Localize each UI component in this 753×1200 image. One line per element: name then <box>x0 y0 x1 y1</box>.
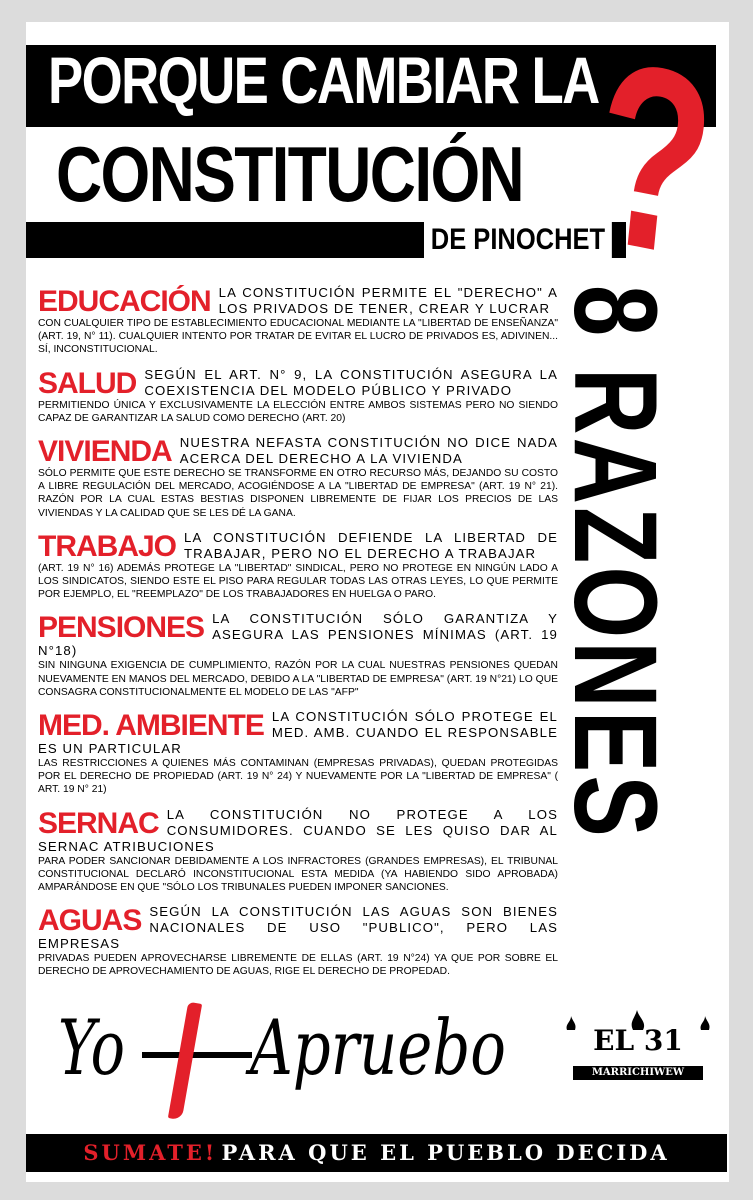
reason-heading: MED. AMBIENTE <box>38 709 264 743</box>
reason-item-vivienda <box>38 435 558 520</box>
reason-body: LAS RESTRICCIONES A QUIENES MÁS CONTAMINAN (EMPRESAS PRIVADAS), QUEDAN PROTEGIDAS POR EL DERECHO DE PROPIEDAD (ART. 19 N° 24) Y NUEVAMENTE POR LA "LIBERTAD DE EMPRESA" ( ART. 19 N° 21) <box>38 758 558 796</box>
title-line-2: CONSTITUCIÓN <box>56 130 524 218</box>
reason-item-aguas <box>38 904 558 978</box>
reason-lead: LA CONSTITUCIÓN PERMITE EL "DERECHO" A LOS PRIVADOS DE TENER, CREAR Y LUCRAR <box>218 285 558 316</box>
reason-lead: SEGÚN LA CONSTITUCIÓN LAS AGUAS SON BIENES NACIONALES DE USO "PUBLICO", PERO LAS EMPRESAS <box>38 904 558 952</box>
reason-body: CON CUALQUIER TIPO DE ESTABLECIMIENTO EDUCACIONAL MEDIANTE LA "LIBERTAD DE ENSEÑANZA" (ART. 19, N° 11). CUALQUIER INTENTO POR TRATAR DE EVITAR EL LUCRO DE PRIVADOS ES, ADIVINEN... SÍ, INCONSTITUCIONAL. <box>38 318 558 356</box>
reason-lead: LA CONSTITUCIÓN NO PROTEGE A LOS CONSUMIDORES. CUANDO SE LES QUISO DAR AL SERNAC ATRIBUCIONES <box>38 806 558 854</box>
reason-item-pensiones <box>38 611 558 699</box>
reason-heading: PENSIONES <box>38 611 205 645</box>
reason-item-educacion <box>38 285 558 357</box>
reason-heading: AGUAS <box>38 904 142 938</box>
reason-body: SIN NINGUNA EXIGENCIA DE CUMPLIMIENTO, RAZÓN POR LA CUAL NUESTRAS PENSIONES QUEDAN NUEVAMENTE EN MANOS DEL MERCADO, DEBIDO A LA "LIBERTAD DE EMPRESA" (ART. 19 N°21) LO QUE CONSAGRA CONSTITUCIONALMENTE EL MODELO DE LAS "AFP" <box>38 660 558 698</box>
logo-subtitle: MARRICHIWEW <box>573 1066 703 1080</box>
reason-heading: SERNAC <box>38 806 159 840</box>
reason-heading: EDUCACIÓN <box>38 285 211 318</box>
reason-heading: TRABAJO <box>38 529 177 563</box>
reason-body: PRIVADAS PUEDEN APROVECHARSE LIBREMENTE DE ELLAS (ART. 19 N°24) YA QUE POR SOBRE EL DERECHO DE APROVECHAMIENTO DE AGUAS, RIGE EL DERECHO DE PROPEDAD. <box>38 953 558 978</box>
el31-logo <box>563 1010 713 1086</box>
reason-heading: VIVIENDA <box>38 435 172 469</box>
reason-item-salud <box>38 367 558 425</box>
reason-lead: LA CONSTITUCIÓN SÓLO GARANTIZA Y ASEGURA LAS PENSIONES MÍNIMAS (ART. 19 N°18) <box>38 611 558 659</box>
reason-body: PARA PODER SANCIONAR DEBIDAMENTE A LOS INFRACTORES (GRANDES EMPRESAS), EL TRIBUNAL CONSTITUCIONAL DECLARÓ INCONSTITUCIONAL ESTA MEDIDA (YA HABIENDO SIDO APROBADA) AMPARÁNDOSE EN QUE "SÓLO LOS TRIBUNALES PUEDEN IMPONER SANCIONES. <box>38 855 558 894</box>
reason-lead: LA CONSTITUCIÓN SÓLO PROTEGE EL MED. AMB. CUANDO EL RESPONSABLE ES UN PARTICULAR <box>38 709 558 757</box>
reason-item-trabajo <box>38 530 558 602</box>
side-title-text: 8 RAZONES <box>549 285 681 840</box>
slogan-yo: Yo <box>58 1003 125 1092</box>
logo-name: EL 31 <box>593 1024 683 1057</box>
reason-lead: SEGÚN EL ART. N° 9, LA CONSTITUCIÓN ASEGURA LA COEXISTENCIA DEL MODELO PÚBLICO Y PRIVADO <box>144 366 558 398</box>
footer-banner <box>26 1134 727 1172</box>
title-line-3: DE PINOCHET <box>424 222 612 258</box>
reason-lead: NUESTRA NEFASTA CONSTITUCIÓN NO DICE NADA ACERCA DEL DERECHO A LA VIVIENDA <box>179 435 558 467</box>
reason-body: (ART. 19 N° 16) ADEMÁS PROTEGE LA "LIBERTAD" SINDICAL, PERO NO PROTEGE EN NINGÚN LADO A LOS SINDICATOS, SIENDO ESTE EL PISO PARA REGULAR TODAS LAS OTRAS LEYES, LO QUE PERMITE POR EJEMPLO, EL "REEMPLAZO" DE LOS TRABAJADORES EN HUELGA O PARO. <box>38 562 558 601</box>
reasons-list <box>38 285 558 989</box>
footer-text: PARA QUE EL PUEBLO DECIDA <box>221 1140 670 1165</box>
cross-bar <box>142 1052 252 1058</box>
reason-item-medio-ambiente <box>38 709 558 797</box>
reason-lead: LA CONSTITUCIÓN DEFIENDE LA LIBERTAD DE TRABAJAR, PERO NO EL DERECHO A TRABAJAR <box>184 529 558 561</box>
reason-body: SÓLO PERMITE QUE ESTE DERECHO SE TRANSFORME EN OTRO RECURSO MÁS, DEJANDO SU COSTO A LIBRE REGULACIÓN DEL MERCADO, ACOGIÉNDOSE A LA "LIBERTAD DE EMPRESA" (ART. 19 N° 21). RAZÓN POR LA CUAL ESTAS BESTIAS DISPONEN LIBREMENTE DE FIJAR LOS PRECIOS DE LAS VIVIENDAS Y LA CALIDAD QUE SE LES DÉ LA GANA. <box>38 468 558 519</box>
side-title <box>549 285 681 985</box>
question-mark-icon: ? <box>582 5 725 315</box>
slogan-apruebo: Apruebo <box>250 1003 506 1092</box>
title-line-1: PORQUE CAMBIAR LA <box>48 43 599 117</box>
reason-heading: SALUD <box>38 366 137 400</box>
footer-highlight: SUMATE! <box>83 1140 218 1165</box>
reason-body: PERMITIENDO ÚNICA Y EXCLUSIVAMENTE LA ELECCIÓN ENTRE AMBOS SISTEMAS PERO NO SIENDO CAPAZ DE GARANTIZAR LA SALUD COMO DERECHO (ART. 20) <box>38 399 558 424</box>
reason-item-sernac <box>38 807 558 895</box>
